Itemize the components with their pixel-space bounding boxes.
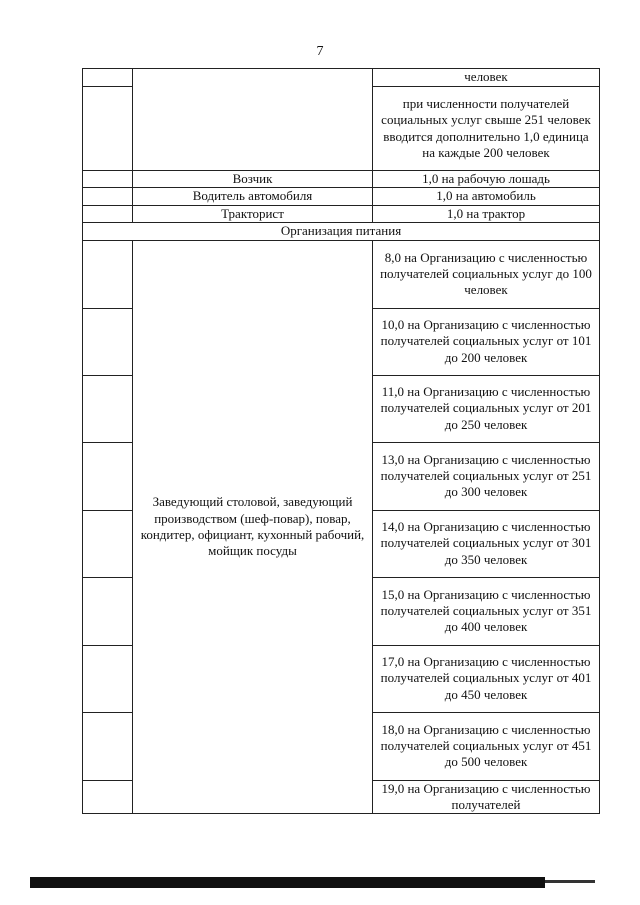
row-number-cell [83,171,133,188]
row-number-cell [83,780,133,814]
section-title: Организация питания [83,223,600,240]
position-cell: Водитель автомобиля [133,188,373,205]
table-row [83,188,600,205]
norm-cell: при численности получателей социальных услуг свыше 251 человек вводится дополнительно 1,0 единица на каждые 200 человек [373,87,600,171]
norm-cell: 18,0 на Организацию с численностью получателей социальных услуг от 451 до 500 человек [373,712,600,780]
scan-edge-bar [30,877,545,888]
row-number-cell [83,69,133,87]
position-cell: Тракторист [133,205,373,222]
page-number: 7 [316,44,324,59]
norm-cell: 13,0 на Организацию с численностью получателей социальных услуг от 251 до 300 человек [373,442,600,510]
norm-cell: 11,0 на Организацию с численностью получателей социальных услуг от 201 до 250 человек [373,375,600,442]
table-row [83,171,600,188]
row-number-cell [83,240,133,308]
row-number-cell [83,375,133,442]
norm-cell: 1,0 на трактор [373,205,600,222]
row-number-cell [83,577,133,645]
row-number-cell [83,442,133,510]
row-number-cell [83,87,133,171]
table-row [83,69,600,87]
row-number-cell [83,308,133,375]
norm-cell: 10,0 на Организацию с численностью получателей социальных услуг от 101 до 200 человек [373,308,600,375]
norm-cell: 19,0 на Организацию с численностью получателей [373,780,600,814]
row-number-cell [83,205,133,222]
row-number-cell [83,712,133,780]
scan-edge-mark [545,880,595,883]
section-header-row [83,223,600,240]
row-number-cell [83,645,133,712]
norm-cell: 17,0 на Организацию с численностью получателей социальных услуг от 401 до 450 человек [373,645,600,712]
norm-cell: человек [373,69,600,87]
row-number-cell [83,188,133,205]
table-row [83,240,600,308]
table-row [83,205,600,222]
staffing-table [82,68,600,814]
norm-cell: 15,0 на Организацию с численностью получателей социальных услуг от 351 до 400 человек [373,577,600,645]
position-cell [133,69,373,171]
catering-position-cell: Заведующий столовой, заведующий производством (шеф-повар), повар, кондитер, официант, кухонный рабочий, мойщик посуды [133,240,373,814]
norm-cell: 8,0 на Организацию с численностью получателей социальных услуг до 100 человек [373,240,600,308]
norm-cell: 1,0 на рабочую лошадь [373,171,600,188]
row-number-cell [83,510,133,577]
position-cell: Возчик [133,171,373,188]
norm-cell: 14,0 на Организацию с численностью получателей социальных услуг от 301 до 350 человек [373,510,600,577]
norm-cell: 1,0 на автомобиль [373,188,600,205]
